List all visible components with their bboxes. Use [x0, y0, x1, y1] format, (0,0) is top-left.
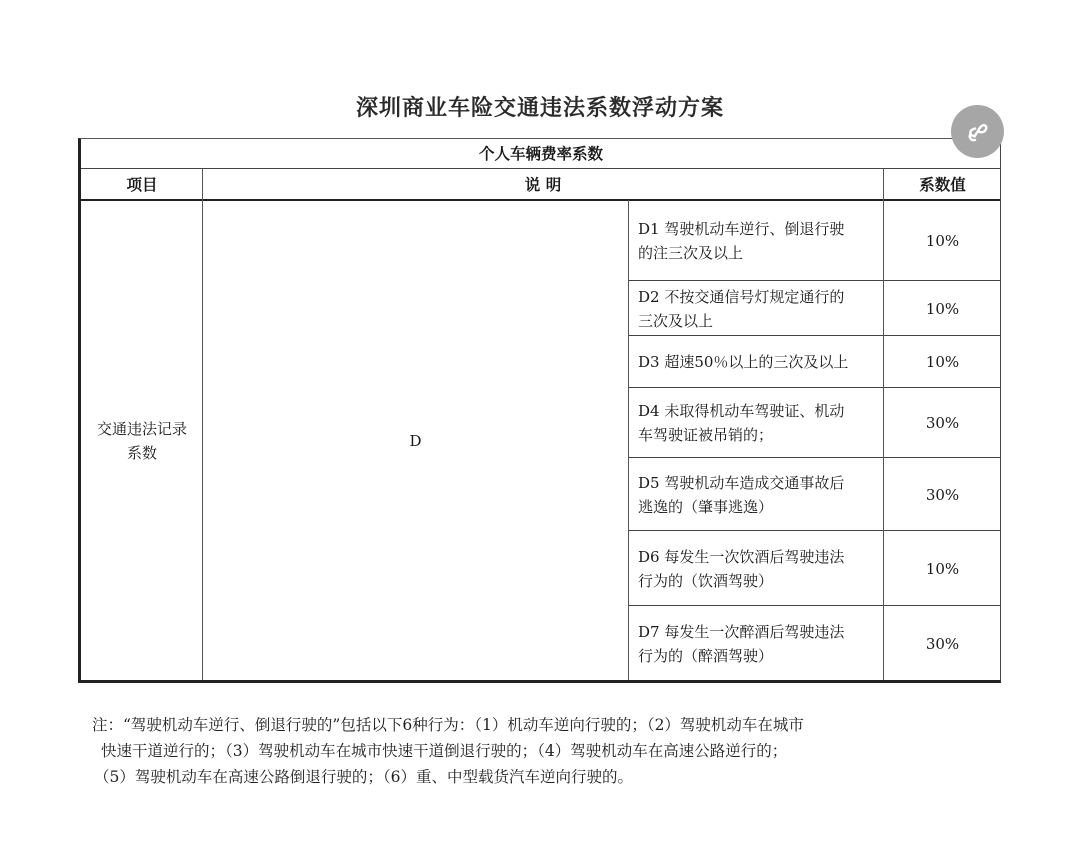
description-line: 的注三次及以上 [638, 244, 744, 262]
table-row-d2-description [629, 281, 883, 336]
footnote-line3: （5）驾驶机动车在高速公路倒退行驶的；（6）重、中型载货汽车逆向行驶的。 [94, 768, 633, 786]
table-row-d7-description [629, 606, 883, 681]
description-line: 行为的（醉酒驾驶） [638, 646, 774, 665]
item-label-line2: 系数 [126, 443, 157, 462]
description-line: 三次及以上 [638, 311, 714, 330]
table-row-d1-description [629, 201, 883, 281]
table-row-d6-value: 10% [925, 559, 960, 578]
description-line: D2 不按交通信号灯规定通行的 [638, 287, 845, 306]
table-caption: 个人车辆费率系数 [478, 144, 603, 163]
table-row-d2-value: 10% [925, 299, 960, 318]
description-line: 车驾驶证被吊销的； [638, 426, 774, 444]
description-line: D3 超速50％以上的三次及以上 [638, 353, 849, 371]
table-row-d7-value: 30% [925, 634, 960, 653]
description-line: D5 驾驶机动车造成交通事故后 [638, 473, 845, 492]
link-icon [965, 119, 991, 145]
rate-coefficient-table [78, 138, 1001, 683]
table-row-d1-value: 10% [925, 232, 960, 250]
table-row-d3-description [629, 336, 883, 388]
table-row-d4-description [629, 388, 883, 458]
description-line: D7 每发生一次醉酒后驾驶违法 [638, 622, 845, 641]
description-line: 逃逸的（肇事逃逸） [638, 497, 774, 516]
item-label-cell [81, 200, 203, 681]
header-value: 系数值 [919, 174, 966, 194]
table-row-d5-value: 30% [925, 485, 960, 504]
table-row-d5-description [629, 458, 883, 531]
description-line: D6 每发生一次饮酒后驾驶违法 [638, 547, 845, 566]
header-description: 说 明 [524, 174, 562, 194]
description-line: 行为的（饮酒驾驶） [638, 571, 774, 590]
table-row-d6-description [629, 531, 883, 606]
table-row-d3-value: 10% [925, 353, 960, 371]
description-line: D1 驾驶机动车逆行、倒退行驶 [638, 220, 845, 238]
code-cell: D [409, 431, 422, 450]
page-title: 深圳商业车险交通违法系数浮动方案 [355, 95, 724, 121]
description-line: D4 未取得机动车驾驶证、机动 [638, 402, 845, 420]
footnote-line2: 快速干道逆行的；（3）驾驶机动车在城市快速干道倒退行驶的；（4）驾驶机动车在高速公路逆行的； [101, 742, 788, 760]
header-item: 项目 [126, 174, 158, 194]
link-badge-button[interactable] [951, 105, 1004, 158]
table-row-d4-value: 30% [925, 414, 960, 432]
footnote [92, 712, 992, 790]
item-label-line1: 交通违法记录 [96, 419, 187, 438]
footnote-line1: 注：“驾驶机动车逆行、倒退行驶的”包括以下6种行为：（1）机动车逆向行驶的；（2）驾驶机动车在城市 [92, 716, 804, 734]
